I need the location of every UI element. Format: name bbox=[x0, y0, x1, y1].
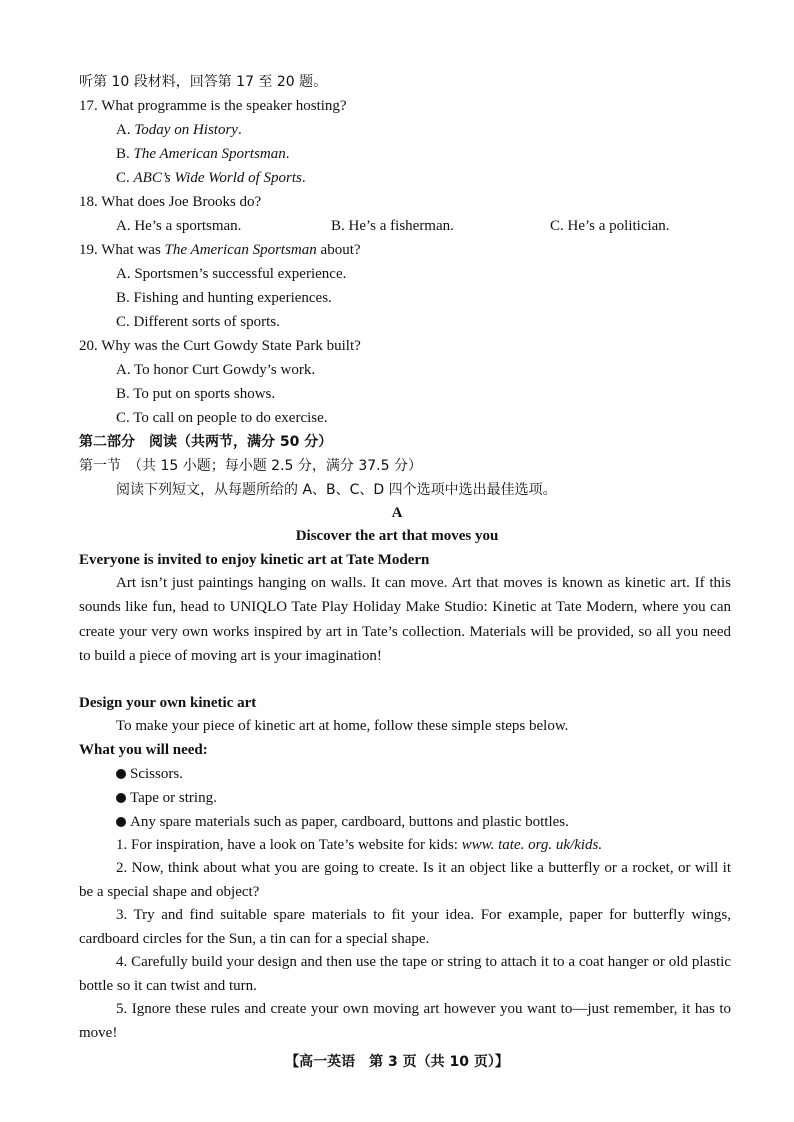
section-title: 第一节 （共 15 小题；每小题 2.5 分，满分 37.5 分） bbox=[79, 458, 422, 474]
stem-title: The American Sportsman bbox=[164, 242, 317, 258]
passage-title: Discover the art that moves you bbox=[295, 528, 499, 544]
page-footer: 【高一英语 第 3 页（共 10 页）】 bbox=[285, 1054, 509, 1070]
step-5-text: 5. Ignore these rules and create your own moving art however you want to—just remember, it has to move! bbox=[79, 1001, 731, 1042]
option-label: A. bbox=[116, 122, 135, 138]
step-5 bbox=[79, 997, 731, 1046]
need-item-2 bbox=[116, 788, 217, 808]
paragraph-intro bbox=[79, 571, 731, 668]
question-19-option-a: A. Sportsmen’s successful experience. bbox=[116, 266, 347, 282]
heading-kinetic-art: Everyone is invited to enjoy kinetic art at Tate Modern bbox=[79, 552, 430, 568]
question-17-option-a bbox=[116, 120, 242, 140]
step-2-text: 2. Now, think about what you are going to create. Is it an object like a butterfly or a rocket, or will it be a special shape and object? bbox=[79, 860, 731, 901]
question-17-option-b bbox=[116, 144, 290, 164]
question-18-options bbox=[116, 216, 716, 236]
question-20-option-a: A. To honor Curt Gowdy’s work. bbox=[116, 362, 316, 378]
stem-pre: 19. What was bbox=[79, 242, 165, 258]
bullet-icon bbox=[116, 793, 126, 803]
need-text: Tape or string. bbox=[130, 790, 217, 806]
need-item-3 bbox=[116, 812, 569, 832]
question-18-option-a: A. He’s a sportsman. bbox=[116, 218, 242, 234]
option-title: Today on History bbox=[134, 122, 238, 138]
option-label: B. bbox=[116, 146, 134, 162]
need-text: Scissors. bbox=[130, 766, 183, 782]
need-text: Any spare materials such as paper, cardboard, buttons and plastic bottles. bbox=[130, 814, 569, 830]
question-18-option-c: C. He’s a politician. bbox=[550, 218, 670, 234]
step-1-text: 1. For inspiration, have a look on Tate’s website for kids: bbox=[116, 837, 462, 853]
bullet-icon bbox=[116, 817, 126, 827]
option-title: ABC’s Wide World of Sports bbox=[133, 170, 302, 186]
question-17-stem: 17. What programme is the speaker hosting? bbox=[79, 98, 347, 114]
heading-design: Design your own kinetic art bbox=[79, 695, 257, 711]
question-17-option-c bbox=[116, 168, 306, 188]
reading-instruction: 阅读下列短文，从每题所给的 A、B、C、D 四个选项中选出最佳选项。 bbox=[116, 482, 557, 498]
question-19-stem bbox=[79, 240, 361, 260]
option-title: The American Sportsman bbox=[133, 146, 286, 162]
need-item-1 bbox=[116, 764, 183, 784]
step-1 bbox=[116, 835, 602, 855]
question-20-option-b: B. To put on sports shows. bbox=[116, 386, 276, 402]
question-20-stem: 20. Why was the Curt Gowdy State Park built? bbox=[79, 338, 361, 354]
part-title: 第二部分 阅读（共两节，满分 50 分） bbox=[79, 434, 333, 450]
step-2 bbox=[79, 856, 731, 905]
option-end: . bbox=[237, 122, 242, 138]
step-1-url: www. tate. org. uk/kids. bbox=[461, 837, 603, 853]
bullet-icon bbox=[116, 769, 126, 779]
option-end: . bbox=[301, 170, 306, 186]
question-18-stem: 18. What does Joe Brooks do? bbox=[79, 194, 262, 210]
question-18-option-b: B. He’s a fisherman. bbox=[331, 218, 454, 234]
stem-post: about? bbox=[316, 242, 361, 258]
heading-needs: What you will need: bbox=[79, 742, 208, 758]
listening-instruction: 听第 10 段材料，回答第 17 至 20 题。 bbox=[79, 74, 328, 90]
paragraph-intro-text: Art isn’t just paintings hanging on walls. It can move. Art that moves is known as kinetic art. If this sounds like fun, head to UNIQLO Tate Play Holiday Make Studio: Kinetic at Tate Modern, where you can create your very own works inspired by art in Tate’s collection. Materials will be provided, so all you need to build a piece of moving art is your imagination! bbox=[79, 575, 731, 664]
option-end: . bbox=[285, 146, 290, 162]
question-19-option-b: B. Fishing and hunting experiences. bbox=[116, 290, 332, 306]
step-4-text: 4. Carefully build your design and then use the tape or string to attach it to a coat hanger or old plastic bottle so it can twist and turn. bbox=[79, 954, 731, 995]
step-3 bbox=[79, 903, 731, 952]
step-3-text: 3. Try and find suitable spare materials to fit your idea. For example, paper for butterfly wings, cardboard circles for the Sun, a tin can for a special shape. bbox=[79, 907, 731, 948]
question-20-option-c: C. To call on people to do exercise. bbox=[116, 410, 328, 426]
option-label: C. bbox=[116, 170, 134, 186]
question-19-option-c: C. Different sorts of sports. bbox=[116, 314, 280, 330]
passage-letter: A bbox=[391, 505, 403, 521]
paragraph-steps-intro: To make your piece of kinetic art at home, follow these simple steps below. bbox=[116, 718, 569, 734]
step-4 bbox=[79, 950, 731, 999]
